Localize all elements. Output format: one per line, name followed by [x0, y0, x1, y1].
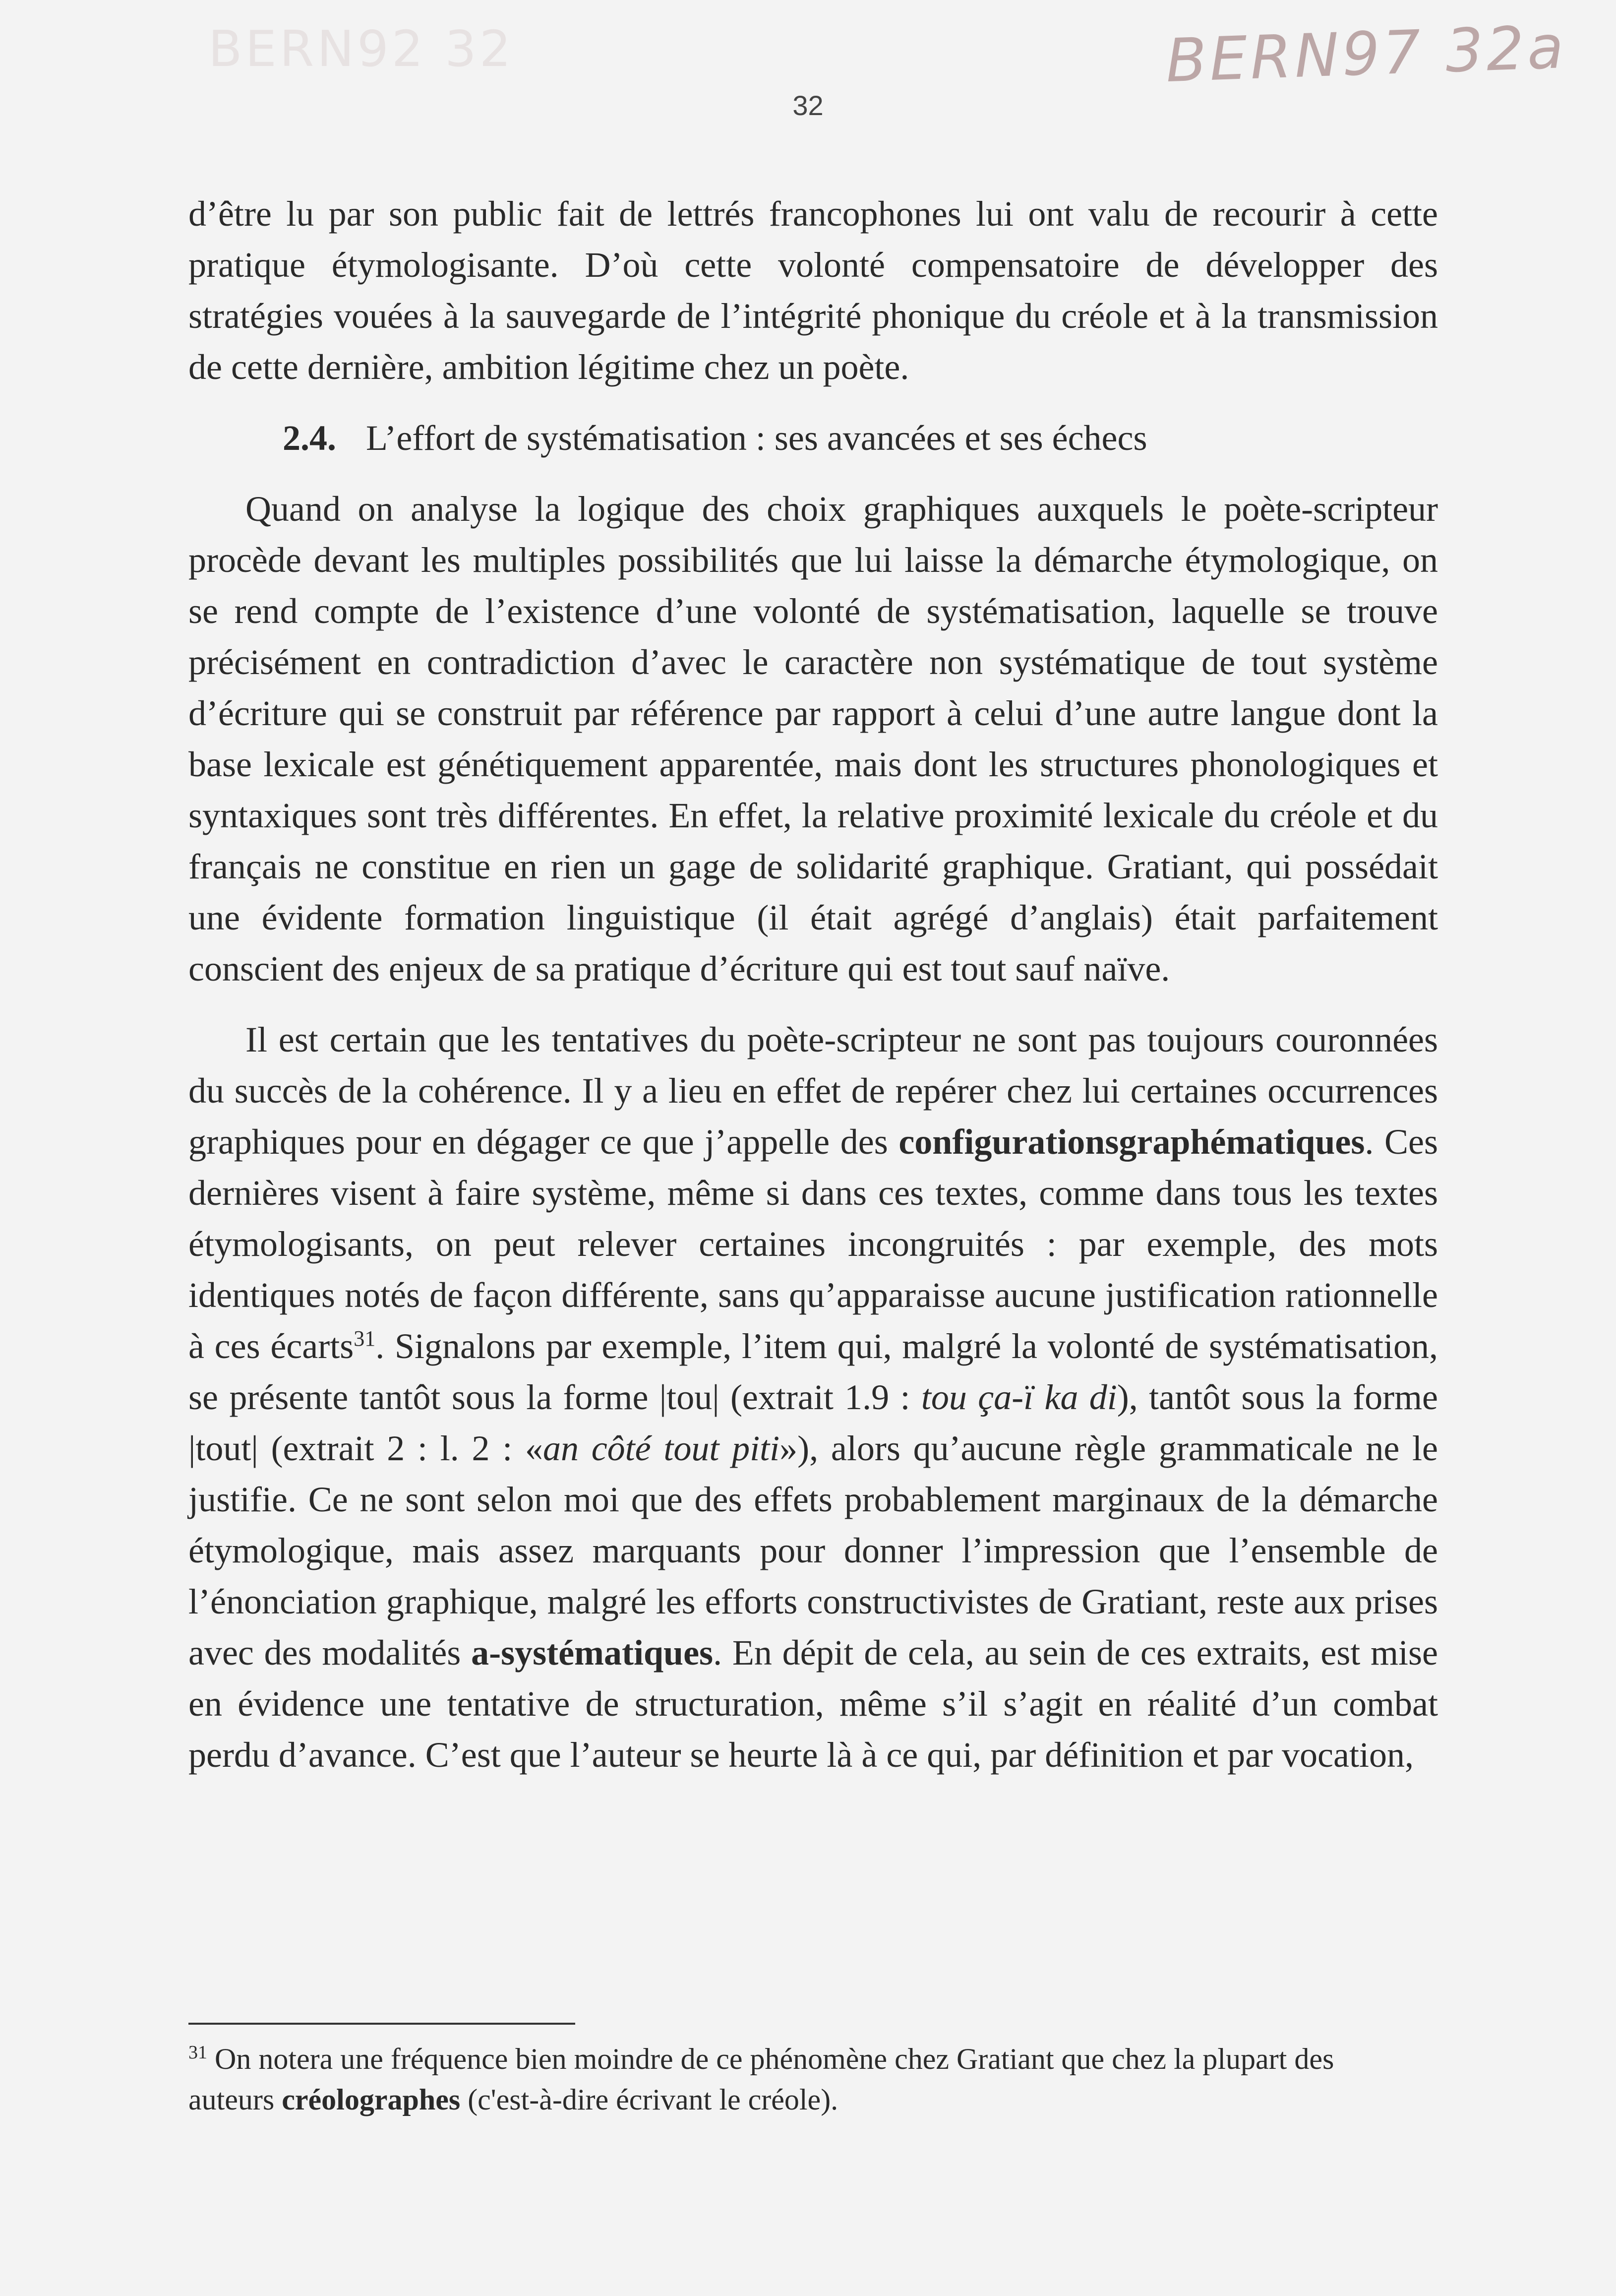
page-number: 32 — [792, 90, 824, 121]
text-run: . En dépit de cela, au sein de ces extraits, est mise en évidence une tentative de structuration, même s’il s’agit en réalité d’un combat perdu d’avance. C’est que l’auteur se heurte là à ce qui, par définition et par vocation, — [188, 1633, 1438, 1775]
bold-term: configurationsgraphématiques — [898, 1122, 1365, 1162]
text-run: »), alors qu’aucune règle grammaticale ne le justifie. Ce ne sont selon moi que des effets probablement marginaux de la démarche étymologique, mais assez marquants pour donner l’impression que l’ensemble de l’énonciation graphique, malgré les efforts constructivistes de Gratiant, reste aux prises avec des modalités — [188, 1428, 1438, 1673]
section-title: L’effort de systématisation : ses avancées et ses échecs — [366, 418, 1147, 458]
section-number: 2.4. — [283, 418, 336, 458]
paragraph-continuation: d’être lu par son public fait de lettrés francophones lui ont valu de recourir à cette pratique étymologisante. D’où cette volonté compensatoire de développer des stratégies vouées à la sauvegarde de l’intégrité phonique du créole et à la transmission de cette dernière, ambition légitime chez un poète. — [188, 194, 1438, 387]
footnote-reference: 31 — [354, 1326, 376, 1351]
footnote-separator — [188, 2023, 575, 2025]
text-run: ), tantôt sous la forme |tout| (extrait 2 : l. 2 : « — [188, 1377, 1438, 1468]
footnote — [188, 2039, 1388, 2120]
footnote-text: On notera une fréquence bien moindre de ce phénomène chez Gratiant que chez la plupart des auteurs — [188, 2043, 1334, 2116]
italic-quote: tou ça-ï ka di — [921, 1377, 1117, 1417]
paragraph-systematisation: Quand on analyse la logique des choix graphiques auxquels le poète-scripteur procède devant les multiples possibilités que lui laisse la démarche étymologique, on se rend compte de l’existence d’une volonté de systématisation, laquelle se trouve précisément en contradiction d’avec le caractère non systématique de tout système d’écriture qui se construit par référence par rapport à celui d’une autre langue dont la base lexicale est génétiquement apparentée, mais dont les structures phonologiques et syntaxiques sont très différentes. En effet, la relative proximité lexicale du créole et du français ne constitue en rien un gage de solidarité graphique. Gratiant, qui possédait une évidente formation linguistique (il était agrégé d’anglais) était parfaitement conscient des enjeux de sa pratique d’écriture qui est tout sauf naïve. — [188, 489, 1438, 989]
text-run: Il est certain que les tentatives du poète-scripteur ne sont pas toujours couronnées du succès de la cohérence. Il y a lieu en effet de repérer chez lui certaines occurrences graphiques pour en dégager ce que j’appelle des — [188, 1020, 1438, 1162]
bold-term: a-systématiques — [471, 1633, 714, 1673]
footnote-text: (c'est-à-dire écrivant le créole). — [460, 2083, 838, 2116]
italic-quote: an côté tout piti — [542, 1428, 780, 1468]
footnote-bold-term: créolographes — [282, 2083, 461, 2116]
footnote-number: 31 — [188, 2042, 207, 2063]
archive-handwritten-mark: BERN97 32a — [1164, 12, 1568, 96]
text-run: . Ces dernières visent à faire système, même si dans ces textes, comme dans tous les textes étymologisants, on peut relever certaines incongruités : par exemple, des mots identiques notés de façon différente, sans qu’apparaisse aucune justification rationnelle à ces écarts — [188, 1122, 1438, 1366]
section-heading — [188, 413, 1438, 464]
faint-archive-stamp: BERN92 32 — [208, 20, 514, 78]
paragraph-tentatives — [188, 1014, 1438, 1781]
body-text — [188, 188, 1438, 1781]
text-run: . Signalons par exemple, l’item qui, malgré la volonté de systématisation, se présente tantôt sous la forme |tou| (extrait 1.9 : — [188, 1326, 1438, 1417]
